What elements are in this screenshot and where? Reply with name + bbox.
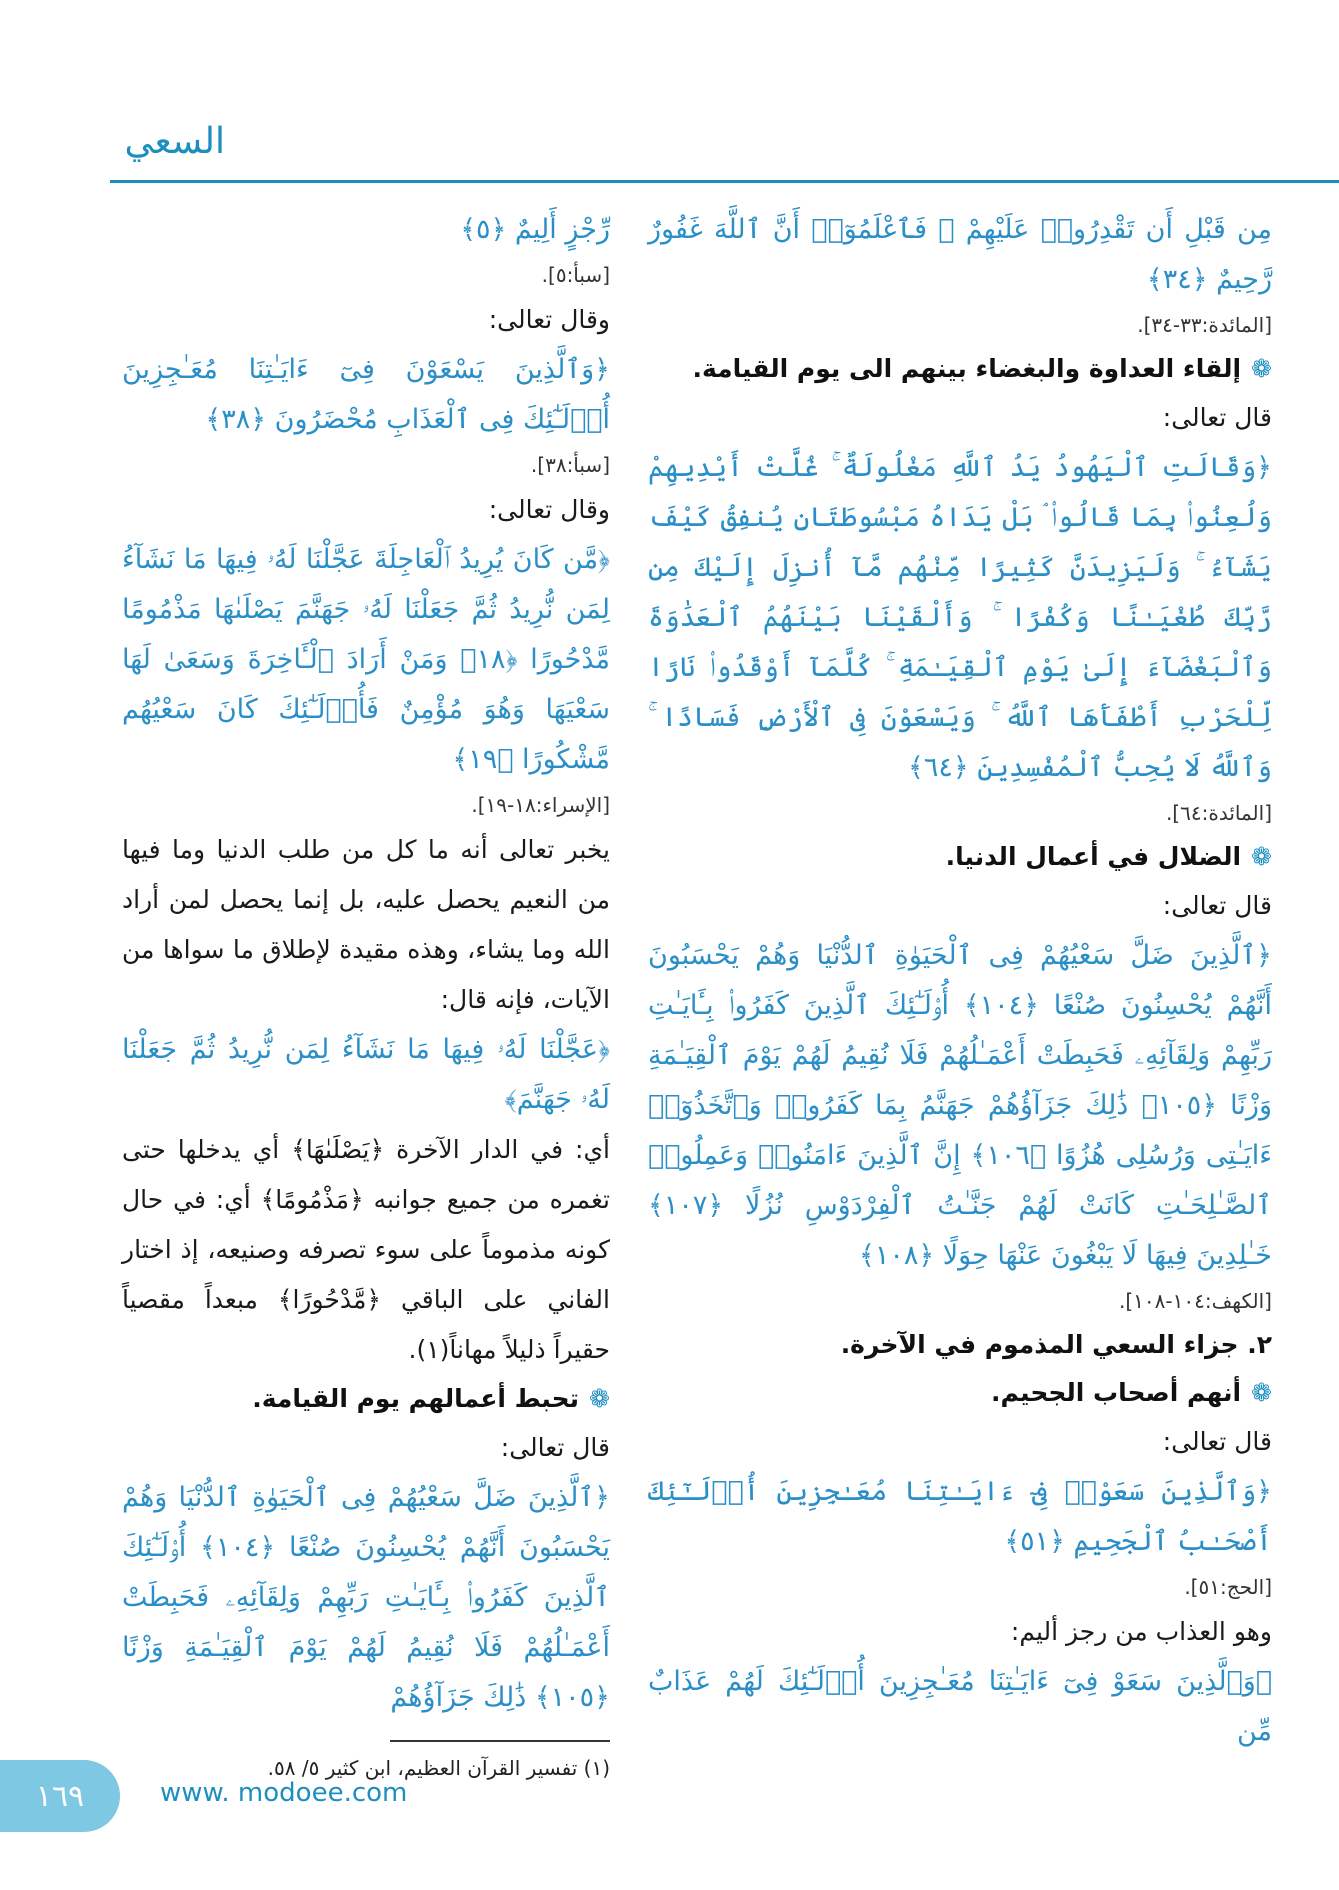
header-divider bbox=[110, 180, 1339, 183]
footnote: (١) تفسير القرآن العظيم، ابن كثير ٥/ ٥٨. bbox=[267, 1756, 610, 1780]
body-paragraph: يخبر تعالى أنه ما كل من طلب الدنيا وما فيها من النعيم يحصل عليه، بل إنما يحصل لمن أراد الله وما يشاء، وهذه مقيدة لإطلاق ما سواها من الآيات، فإنه قال: bbox=[122, 835, 610, 1014]
body-paragraph: قال تعالى: bbox=[500, 1433, 610, 1462]
body-paragraph: قال تعالى: bbox=[1162, 891, 1272, 920]
section-heading: ٢. جزاء السعي المذموم في الآخرة. bbox=[840, 1330, 1272, 1359]
quran-verse: رِّجْزٍ أَلِيمٌ ﴿٥﴾ bbox=[460, 214, 610, 245]
flower-bullet-icon: ❁ bbox=[589, 1384, 610, 1413]
quran-verse: ﴿وَقَالَتِ ٱلْيَهُودُ يَدُ ٱللَّهِ مَغْلُولَةٌ ۚ غُلَّتْ أَيْدِيهِمْ وَلُعِنُوا۟ بِمَا قَالُوا۟ ۘ بَلْ يَدَاهُ مَبْسُوطَتَانِ يُنفِقُ كَيْفَ يَشَآءُ ۚ وَلَيَزِيدَنَّ كَثِيرًا مِّنْهُم مَّآ أُنزِلَ إِلَيْكَ مِن رَّبِّكَ طُغْيَـٰنًا وَكُفْرًا ۚ وَأَلْقَيْنَا بَيْنَهُمُ ٱلْعَدَٰوَةَ وَٱلْبَغْضَآءَ إِلَىٰ يَوْمِ ٱلْقِيَـٰمَةِ ۚ كُلَّمَآ أَوْقَدُوا۟ نَارًا لِّلْحَرْبِ أَطْفَأَهَا ٱللَّهُ ۚ وَيَسْعَوْنَ فِى ٱلْأَرْضِ فَسَادًا ۚ وَٱللَّهُ لَا يُحِبُّ ٱلْمُفْسِدِينَ ﴿٦٤﴾ bbox=[648, 452, 1272, 783]
quran-verse: ﴿ٱلَّذِينَ ضَلَّ سَعْيُهُمْ فِى ٱلْحَيَوٰةِ ٱلدُّنْيَا وَهُمْ يَحْسَبُونَ أَنَّهُمْ يُحْسِنُونَ صُنْعًا ﴿١٠٤﴾ أُو۟لَـٰٓئِكَ ٱلَّذِينَ كَفَرُوا۟ بِـَٔايَـٰتِ رَبِّهِمْ وَلِقَآئِهِۦ فَحَبِطَتْ أَعْمَـٰلُهُمْ فَلَا نُقِيمُ لَهُمْ يَوْمَ ٱلْقِيَـٰمَةِ وَزْنًا ﴿١٠٥﴾ ذَٰلِكَ جَزَآؤُهُمْ bbox=[122, 1482, 610, 1713]
verse-reference: [سبأ:٣٨]. bbox=[530, 453, 610, 477]
body-paragraph: وهو العذاب من رجز أليم: bbox=[1010, 1617, 1272, 1646]
subheading-text: تحبط أعمالهم يوم القيامة. bbox=[252, 1384, 580, 1413]
quran-verse: ﴿مَّن كَانَ يُرِيدُ ٱلْعَاجِلَةَ عَجَّلْنَا لَهُۥ فِيهَا مَا نَشَآءُ لِمَن نُّرِيدُ ثُمَّ جَعَلْنَا لَهُۥ جَهَنَّمَ يَصْلَىٰهَا مَذْمُومًا مَّدْحُورًا ﴿١٨﴾ وَمَنْ أَرَادَ ٱلْـَٔاخِرَةَ وَسَعَىٰ لَهَا سَعْيَهَا وَهُوَ مُؤْمِنٌ فَأُو۟لَـٰٓئِكَ كَانَ سَعْيُهُم مَّشْكُورًا ﴿١٩﴾ bbox=[122, 544, 611, 775]
verse-reference: [الإسراء:١٨-١٩]. bbox=[471, 793, 610, 817]
body-paragraph: قال تعالى: bbox=[1162, 1427, 1272, 1456]
verse-reference: [الكهف:١٠٤-١٠٨]. bbox=[1118, 1289, 1272, 1313]
left-column bbox=[122, 205, 610, 1723]
flower-bullet-icon: ❁ bbox=[1251, 1378, 1272, 1407]
right-column bbox=[648, 205, 1272, 1757]
body-paragraph: وقال تعالى: bbox=[488, 495, 610, 524]
body-paragraph: قال تعالى: bbox=[1162, 403, 1272, 432]
page-number-badge: ١٦٩ bbox=[0, 1760, 120, 1832]
quran-verse: ﴿عَجَّلْنَا لَهُۥ فِيهَا مَا نَشَآءُ لِمَن نُّرِيدُ ثُمَّ جَعَلْنَا لَهُۥ جَهَنَّمَ﴾ bbox=[122, 1034, 610, 1115]
subheading bbox=[648, 833, 1272, 881]
page-title: السعي bbox=[124, 121, 225, 162]
flower-bullet-icon: ❁ bbox=[1251, 842, 1272, 871]
quran-verse: ﴿وَٱلَّذِينَ سَعَوْ فِىٓ ءَايَـٰتِنَا مُعَـٰجِزِينَ أُو۟لَـٰٓئِكَ لَهُمْ عَذَابٌ مِّن bbox=[648, 1666, 1272, 1747]
subheading-text: الضلال في أعمال الدنيا. bbox=[945, 842, 1242, 871]
subheading-text: إلقاء العداوة والبغضاء بينهم الى يوم القيامة. bbox=[692, 354, 1242, 383]
subheading bbox=[648, 345, 1272, 393]
flower-bullet-icon: ❁ bbox=[1251, 354, 1272, 383]
verse-reference: [الحج:٥١]. bbox=[1184, 1575, 1272, 1599]
subheading bbox=[122, 1375, 610, 1423]
subheading-text: أنهم أصحاب الجحيم. bbox=[991, 1378, 1242, 1407]
verse-reference: [المائدة:٣٣-٣٤]. bbox=[1137, 313, 1272, 337]
verse-reference: [سبأ:٥]. bbox=[541, 263, 610, 287]
subheading bbox=[648, 1369, 1272, 1417]
body-paragraph: أي: في الدار الآخرة ﴿يَصْلَىٰهَا﴾ أي يدخلها حتى تغمره من جميع جوانبه ﴿مَذْمُومًا﴾ أي: في حال كونه مذموماً على سوء تصرفه وصنيعه، إذ اختار الفاني على الباقي ﴿مَّدْحُورًا﴾ مبعداً مقصياً حقيراً ذليلاً مهاناً(١). bbox=[122, 1135, 610, 1364]
body-paragraph: وقال تعالى: bbox=[488, 305, 610, 334]
quran-verse: ﴿وَٱلَّذِينَ سَعَوْا۟ فِىٓ ءَايَـٰتِنَا مُعَـٰجِزِينَ أُو۟لَـٰٓئِكَ أَصْحَـٰبُ ٱلْجَحِيمِ ﴿٥١﴾ bbox=[648, 1476, 1272, 1557]
website-link[interactable]: www. modoee.com bbox=[160, 1778, 408, 1808]
quran-verse: مِن قَبْلِ أَن تَقْدِرُوا۟ عَلَيْهِمْ ۖ فَٱعْلَمُوٓا۟ أَنَّ ٱللَّهَ غَفُورٌ رَّحِيمٌ ﴿٣٤﴾ bbox=[648, 214, 1272, 295]
quran-verse: ﴿وَٱلَّذِينَ يَسْعَوْنَ فِىٓ ءَايَـٰتِنَا مُعَـٰجِزِينَ أُو۟لَـٰٓئِكَ فِى ٱلْعَذَابِ مُحْضَرُونَ ﴿٣٨﴾ bbox=[122, 354, 610, 435]
footnote-divider bbox=[390, 1740, 610, 1742]
verse-reference: [المائدة:٦٤]. bbox=[1165, 801, 1272, 825]
quran-verse: ﴿ٱلَّذِينَ ضَلَّ سَعْيُهُمْ فِى ٱلْحَيَوٰةِ ٱلدُّنْيَا وَهُمْ يَحْسَبُونَ أَنَّهُمْ يُحْسِنُونَ صُنْعًا ﴿١٠٤﴾ أُو۟لَـٰٓئِكَ ٱلَّذِينَ كَفَرُوا۟ بِـَٔايَـٰتِ رَبِّهِمْ وَلِقَآئِهِۦ فَحَبِطَتْ أَعْمَـٰلُهُمْ فَلَا نُقِيمُ لَهُمْ يَوْمَ ٱلْقِيَـٰمَةِ وَزْنًا ﴿١٠٥﴾ ذَٰلِكَ جَزَآؤُهُمْ جَهَنَّمُ بِمَا كَفَرُوا۟ وَٱتَّخَذُوٓا۟ ءَايَـٰتِى وَرُسُلِى هُزُوًا ﴿١٠٦﴾ إِنَّ ٱلَّذِينَ ءَامَنُوا۟ وَعَمِلُوا۟ ٱلصَّـٰلِحَـٰتِ كَانَتْ لَهُمْ جَنَّـٰتُ ٱلْفِرْدَوْسِ نُزُلًا ﴿١٠٧﴾ خَـٰلِدِينَ فِيهَا لَا يَبْغُونَ عَنْهَا حِوَلًا ﴿١٠٨﴾ bbox=[648, 940, 1273, 1271]
